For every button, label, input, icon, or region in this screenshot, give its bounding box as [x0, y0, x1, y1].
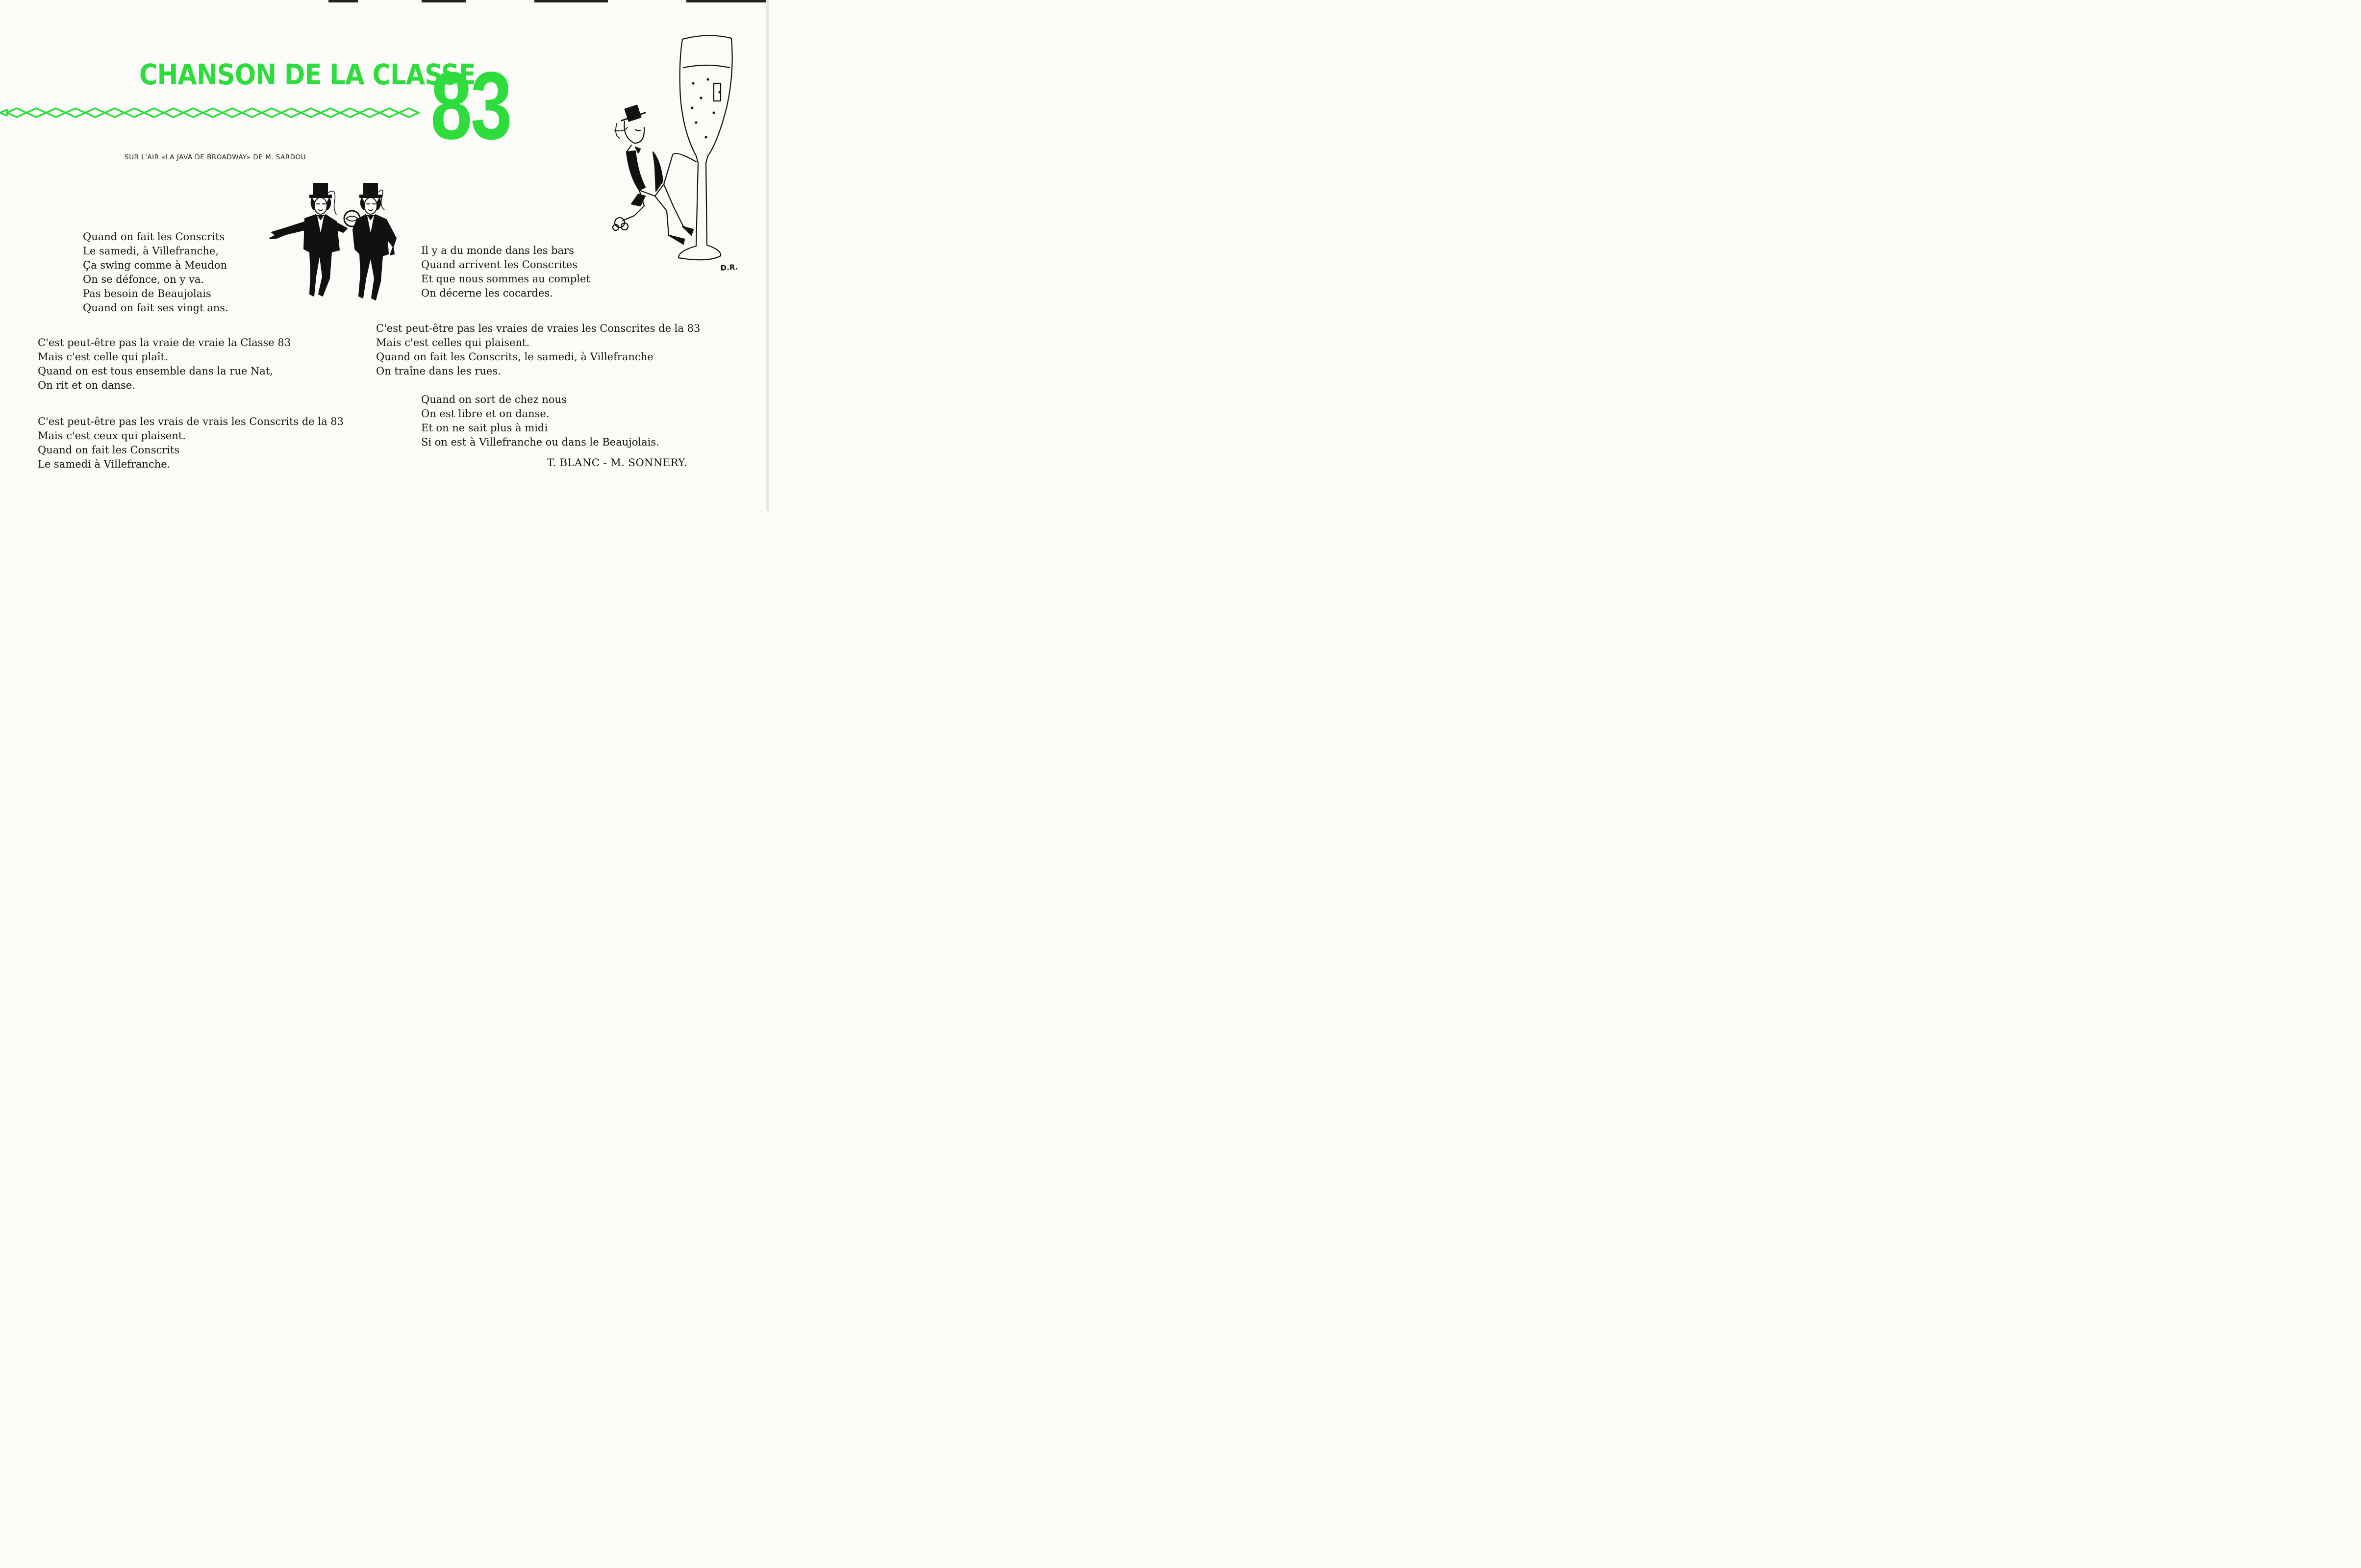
verse-line: Et que nous sommes au complet	[421, 273, 590, 285]
chain-diamond	[164, 108, 183, 117]
verse-line: C'est peut-être pas les vrais de vrais les Conscrits de la 83	[38, 416, 344, 427]
chain-diamond	[242, 108, 262, 117]
verse-line: Le samedi, à Villefranche,	[83, 245, 219, 257]
stanza-3	[421, 393, 659, 449]
verse-line: Mais c'est celle qui plaît.	[38, 351, 168, 363]
scan-band-segment	[686, 0, 769, 2]
verse-line: C'est peut-être pas les vraies de vraies les Conscrites de la 83	[376, 323, 701, 334]
chain-diamond	[66, 108, 85, 117]
verse-line: On traîne dans les rues.	[376, 365, 501, 377]
verse-line: Quand on fait les Conscrits	[83, 231, 225, 243]
chain-diamond	[46, 108, 66, 117]
champagne-flute	[678, 35, 732, 260]
verse-line: Et on ne sait plus à midi	[421, 422, 548, 434]
chain-diamond	[340, 108, 360, 117]
chain-diamond	[223, 108, 242, 117]
chain-diamond	[105, 108, 125, 117]
song-title: CHANSON DE LA CLASSE	[139, 58, 476, 91]
scan-top-band	[0, 0, 769, 2]
verse-line: Quand on fait les Conscrits	[38, 444, 180, 456]
chain-diamond	[321, 108, 340, 117]
scan-band-segment	[534, 0, 608, 2]
verse-line: Ça swing comme à Meudon	[83, 259, 227, 271]
dancing-conscripts-illustration	[265, 180, 402, 304]
scan-band-segment	[422, 0, 466, 2]
verse-line: Quand on fait les Conscrits, le samedi, à Villefranche	[376, 351, 653, 363]
chain-diamond	[183, 108, 203, 117]
class-number: 83	[430, 52, 511, 159]
diamond-chain-ornament	[0, 104, 429, 122]
verse-line: On se défonce, on y va.	[83, 274, 204, 285]
chain-diamond	[262, 108, 281, 117]
chain-diamond	[360, 108, 379, 117]
chain-diamond	[144, 108, 164, 117]
refrain-2	[38, 415, 344, 472]
chain-diamond	[26, 108, 46, 117]
verse-line: Quand arrivent les Conscrites	[421, 259, 578, 271]
verse-line: On est libre et on danse.	[421, 408, 550, 420]
refrain-1	[38, 336, 291, 393]
chain-diamond	[203, 108, 223, 117]
verse-line: Mais c'est celles qui plaisent.	[376, 337, 530, 348]
verse-line: On rit et on danse.	[38, 379, 136, 391]
top-hat-right	[364, 183, 377, 196]
chain-diamond	[399, 108, 419, 117]
verse-line: Quand on sort de chez nous	[421, 394, 567, 405]
refrain-3	[376, 322, 700, 378]
chain-diamond	[379, 108, 399, 117]
scan-band-segment	[328, 0, 358, 2]
authors-credit: T. BLANC - M. SONNERY.	[547, 457, 688, 469]
verse-line: Il y a du monde dans les bars	[421, 245, 575, 256]
verse-line: Mais c'est ceux qui plaisent.	[38, 430, 186, 442]
verse-line: C'est peut-être pas la vraie de vraie la Classe 83	[38, 337, 291, 348]
verse-line: On décerne les cocardes.	[421, 287, 553, 299]
chain-diamond	[7, 108, 26, 117]
chain-end	[0, 110, 7, 116]
chain-diamond	[301, 108, 321, 117]
verse-line: Quand on fait ses vingt ans.	[83, 302, 228, 314]
top-hat-left	[314, 183, 327, 196]
chain-diamond	[85, 108, 105, 117]
verse-line: Quand on est tous ensemble dans la rue Nat,	[38, 365, 273, 377]
verse-line: Le samedi à Villefranche.	[38, 458, 171, 470]
tune-subtitle: SUR L'AIR «LA JAVA DE BROADWAY» DE M. SARDOU	[125, 153, 306, 161]
chain-diamond	[281, 108, 301, 117]
champagne-gentleman-illustration	[610, 34, 769, 279]
artist-signature: D.R.	[720, 262, 738, 273]
verse-line: Pas besoin de Beaujolais	[83, 288, 211, 299]
verse-line: Si on est à Villefranche ou dans le Beaujolais.	[421, 436, 659, 448]
stanza-2	[421, 244, 590, 300]
chain-diamond	[125, 108, 144, 117]
stanza-1	[83, 230, 228, 315]
